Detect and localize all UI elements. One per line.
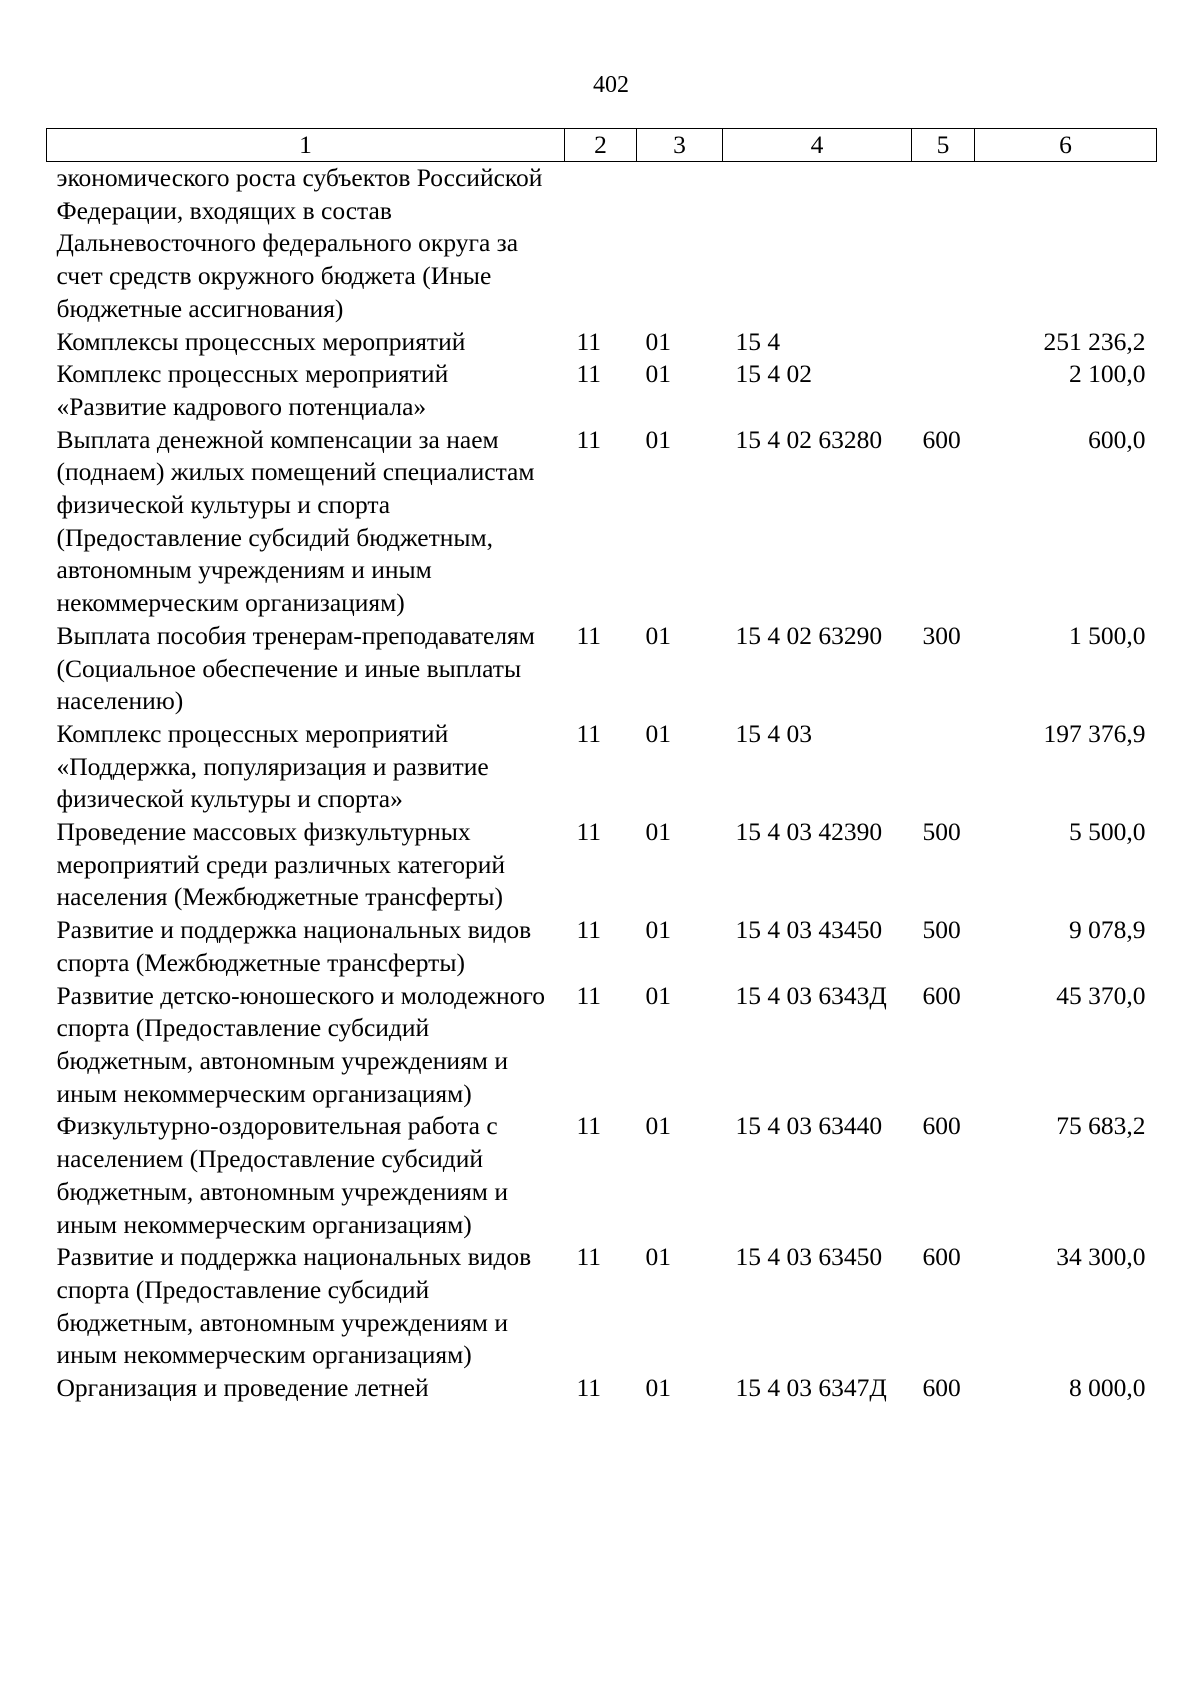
table-row [47, 1241, 1157, 1372]
table-row [47, 620, 1157, 718]
subsection-code: 01 [645, 915, 671, 945]
subsection-code: 01 [645, 1242, 671, 1272]
amount [975, 162, 1157, 326]
expense-type-code [912, 162, 975, 326]
target-code: 15 4 03 6347Д [735, 1373, 887, 1403]
target-code: 15 4 02 63280 [735, 424, 883, 454]
budget-table [46, 128, 1157, 1405]
header-col-5: 5 [912, 129, 975, 162]
amount: 251 236,2 [1043, 326, 1146, 356]
expense-type-code [912, 718, 975, 816]
subsection-code: 01 [645, 718, 671, 748]
section-code [565, 162, 637, 326]
expense-type-code: 600 [922, 1373, 961, 1403]
item-name: Комплексы процессных мероприятий [56, 326, 466, 356]
item-name: Проведение массовых физкультурных мероприятий среди различных категорий населения (Межбюджетные трансферты) [56, 817, 506, 912]
item-name: Развитие и поддержка национальных видов спорта (Межбюджетные трансферты) [56, 915, 532, 977]
subsection-code [637, 162, 723, 326]
target-code: 15 4 03 43450 [735, 915, 883, 945]
header-col-3: 3 [637, 129, 723, 162]
subsection-code: 01 [645, 980, 671, 1010]
target-code: 15 4 03 63450 [735, 1242, 883, 1272]
table-row [47, 326, 1157, 359]
amount: 75 683,2 [1056, 1111, 1146, 1141]
subsection-code: 01 [645, 817, 671, 847]
table-body [47, 162, 1157, 1405]
item-name: экономического роста субъектов Российской Федерации, входящих в состав Дальневосточного федерального округа за счет средств окружного бюджета (Иные бюджетные ассигнования) [56, 163, 543, 323]
table-row [47, 718, 1157, 816]
header-col-1: 1 [47, 129, 565, 162]
table-row [47, 358, 1157, 423]
subsection-code: 01 [645, 359, 671, 389]
item-name: Выплата пособия тренерам-преподавателям (Социальное обеспечение и иные выплаты населению) [56, 620, 535, 716]
expense-type-code: 500 [922, 915, 961, 945]
header-row [47, 129, 1157, 162]
page-number: 402 [593, 72, 629, 98]
amount: 600,0 [1088, 424, 1146, 454]
section-code: 11 [576, 915, 602, 945]
amount: 34 300,0 [1056, 1242, 1146, 1272]
target-code: 15 4 03 [735, 718, 812, 748]
target-code: 15 4 03 42390 [735, 817, 883, 847]
amount: 2 100,0 [1069, 359, 1146, 389]
item-name: Развитие и поддержка национальных видов спорта (Предоставление субсидий бюджетным, автономным учреждениям и иным некоммерческим организациям) [56, 1242, 532, 1370]
subsection-code: 01 [645, 1111, 671, 1141]
target-code: 15 4 02 [735, 359, 812, 389]
subsection-code: 01 [645, 1373, 671, 1403]
subsection-code: 01 [645, 424, 671, 454]
target-code: 15 4 03 6343Д [735, 980, 887, 1010]
target-code: 15 4 02 63290 [735, 620, 883, 650]
section-code: 11 [576, 1111, 602, 1141]
table-row [47, 1110, 1157, 1241]
amount: 8 000,0 [1069, 1373, 1146, 1403]
section-code: 11 [576, 718, 602, 748]
amount: 45 370,0 [1056, 980, 1146, 1010]
expense-type-code [912, 358, 975, 423]
expense-type-code: 600 [922, 1242, 961, 1272]
target-code [723, 162, 912, 326]
table-row [47, 424, 1157, 620]
item-name: Организация и проведение летней [56, 1373, 429, 1403]
item-name: Выплата денежной компенсации за наем (поднаем) жилых помещений специалистам физической культуры и спорта (Предоставление субсидий бюджетным, автономным учреждениям и иным некоммерческим организациям) [56, 424, 535, 618]
section-code: 11 [576, 980, 602, 1010]
amount: 197 376,9 [1043, 718, 1146, 748]
table-row [47, 162, 1157, 326]
target-code: 15 4 [735, 326, 781, 356]
table-row [47, 914, 1157, 979]
amount: 9 078,9 [1069, 915, 1146, 945]
section-code: 11 [576, 817, 602, 847]
expense-type-code: 600 [922, 424, 961, 454]
section-code: 11 [576, 1373, 602, 1403]
header-col-6: 6 [975, 129, 1157, 162]
amount: 1 500,0 [1069, 620, 1146, 650]
header-col-2: 2 [565, 129, 637, 162]
section-code: 11 [576, 620, 602, 650]
item-name: Развитие детско-юношеского и молодежного спорта (Предоставление субсидий бюджетным, автономным учреждениям и иным некоммерческим организациям) [56, 980, 545, 1108]
amount: 5 500,0 [1069, 817, 1146, 847]
table-row [47, 980, 1157, 1111]
table-header [47, 129, 1157, 162]
target-code: 15 4 03 63440 [735, 1111, 883, 1141]
item-name: Комплекс процессных мероприятий «Развитие кадрового потенциала» [56, 359, 449, 421]
section-code: 11 [576, 326, 602, 356]
expense-type-code: 600 [922, 1111, 961, 1141]
item-name: Комплекс процессных мероприятий «Поддержка, популяризация и развитие физической культуры и спорта» [56, 718, 489, 814]
expense-type-code: 300 [922, 620, 961, 650]
header-col-4: 4 [723, 129, 912, 162]
subsection-code: 01 [645, 326, 671, 356]
section-code: 11 [576, 424, 602, 454]
expense-type-code [912, 326, 975, 359]
subsection-code: 01 [645, 620, 671, 650]
item-name: Физкультурно-оздоровительная работа с населением (Предоставление субсидий бюджетным, автономным учреждениям и иным некоммерческим организациям) [56, 1111, 508, 1239]
table-row [47, 816, 1157, 914]
expense-type-code: 600 [922, 980, 961, 1010]
section-code: 11 [576, 359, 602, 389]
section-code: 11 [576, 1242, 602, 1272]
table-row [47, 1372, 1157, 1405]
expense-type-code: 500 [922, 817, 961, 847]
